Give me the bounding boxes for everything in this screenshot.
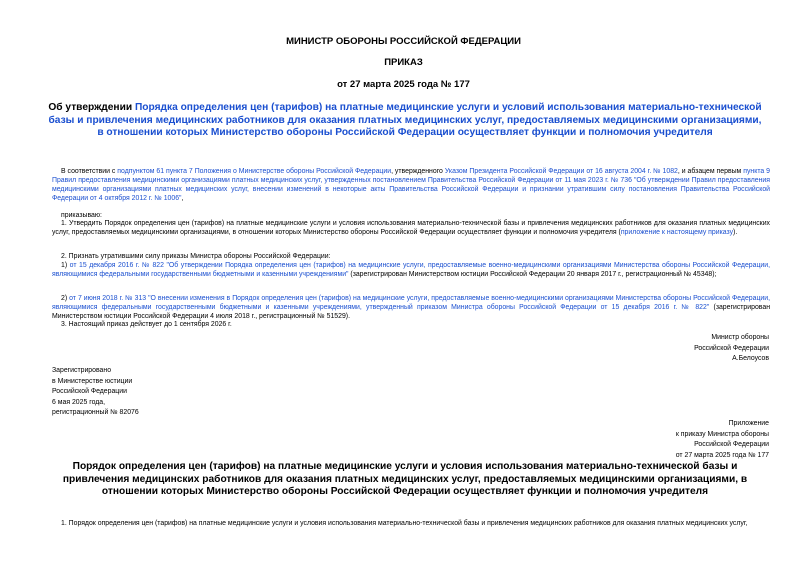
item-2-2-registration: (зарегистрирован Министерством юстиции Российской Федерации 4 июля 2018 г., регистрационный № 51529).: [52, 304, 770, 321]
appendix-title: Порядок определения цен (тарифов) на платные медицинские услуги и условия использования материально-технической базы и привлечения медицинских работников для оказания платных медицинских услуг, предоставляемых медицинскими организациями, в отношении которых Министерство обороны Российской Федерации осуществляет функции и полномочия учредителя: [62, 461, 748, 498]
appendix-header: [676, 419, 769, 461]
appendix-label: Приложение: [728, 420, 769, 427]
preamble-paragraph: [52, 167, 770, 203]
item-2-1-number: 1): [61, 262, 70, 269]
preamble-text-1: В соответствии с: [61, 168, 118, 175]
ministry-heading: МИНИСТР ОБОРОНЫ РОССИЙСКОЙ ФЕДЕРАЦИИ: [286, 36, 521, 47]
subject-link[interactable]: Порядка определения цен (тарифов) на платные медицинские услуги и условий использования материально-технической базы и привлечения медицинских работников для оказания платных медицинских услуг, предоставляемых медицинскими организациями, в отношении которых Министерство обороны Российской Федерации осуществляет функции и полномочия учредителя: [48, 102, 762, 139]
registration-line: Российской Федерации: [52, 388, 127, 395]
registration-line: в Министерстве юстиции: [52, 377, 133, 385]
preamble-link-rules[interactable]: пункта 9 Правил предоставления медицинскими организациями платных медицинских услуг, утвержденных постановлением Правительства Российской Федерации от 11 мая 2023 г. № 736 "Об утверждении Правил предоставления медицинскими организациями платных медицинских услуг, внесении изменений в некоторые акты Правительства Российской Федерации и признании утратившим силу постановления Правительства Российской Федерации от 4 октября 2012 г. № 1006": [52, 168, 771, 203]
item-2-paragraph: 2. Признать утратившими силу приказы Министра обороны Российской Федерации:: [61, 253, 331, 260]
registration-line: Зарегистрировано: [52, 367, 112, 374]
registration-date: 6 мая 2025 года,: [52, 398, 106, 406]
item-2-2-number: 2): [61, 295, 70, 302]
registration-number: регистрационный № 82076: [52, 409, 139, 416]
item-2-2-paragraph: [52, 294, 770, 321]
item-2-1-registration: (зарегистрирован Министерством юстиции Российской Федерации 20 января 2017 г., регистрационный № 45348);: [348, 271, 717, 279]
signature-name: А.Белоусов: [732, 355, 769, 362]
ordering-word: приказываю:: [61, 212, 102, 219]
order-822-link[interactable]: от 15 декабря 2016 г. № 822 "Об утверждении Порядка определения цен (тарифов) на медицинские услуги, предоставляемые военно-медицинскими организациями Министерства обороны Российской Федерации, являющимися федеральными государственными бюджетными и казенными учреждениями": [52, 262, 771, 279]
signature-title: Министр обороны: [711, 334, 769, 341]
appendix-date: от 27 марта 2025 года № 177: [675, 451, 769, 459]
subject-prefix: Об утверждении: [48, 102, 135, 113]
signature-country: Российской Федерации: [694, 344, 769, 352]
preamble-text-3: , и абзацем первым: [677, 168, 744, 175]
signature-block: [694, 333, 769, 365]
doc-type-heading: ПРИКАЗ: [384, 57, 423, 68]
preamble-text-2: , утвержденного: [391, 168, 445, 175]
item-1-text-end: ).: [733, 229, 738, 237]
appendix-ref: к приказу Министра обороны: [675, 430, 769, 438]
item-1-paragraph: [52, 219, 770, 237]
date-number-heading: от 27 марта 2025 года № 177: [337, 79, 470, 90]
preamble-link-decree[interactable]: Указом Президента Российской Федерации от 16 августа 2004 г. № 1082: [444, 168, 678, 175]
preamble-link-regulation[interactable]: подпунктом 61 пункта 7 Положения о Министерстве обороны Российской Федерации: [117, 168, 392, 175]
appendix-item-1: 1. Порядок определения цен (тарифов) на платные медицинские услуги и условия использования материально-технической базы и привлечения медицинских работников для оказания платных медицинских услуг,: [61, 520, 748, 527]
appendix-link[interactable]: приложение к настоящему приказу: [620, 229, 734, 237]
preamble-text-4: ,: [181, 195, 184, 203]
item-2-1-paragraph: [52, 261, 770, 279]
appendix-ref: Российской Федерации: [694, 441, 769, 448]
item-1-text: 1. Утвердить Порядок определения цен (тарифов) на платные медицинские услуги и условия использования материально-технической базы и привлечения медицинских работников для оказания платных медицинских услуг, предоставляемых медицинскими организациями, в отношении которых Министерство обороны Российской Федерации осуществляет функции и полномочия учредителя (: [52, 220, 770, 237]
order-subject: [45, 102, 765, 140]
registration-block: [52, 366, 139, 419]
order-313-link[interactable]: от 7 июня 2018 г. № 313 "О внесении изменения в Порядок определения цен (тарифов) на медицинские услуги, предоставляемые военно-медицинскими организациями Министерства обороны Российской Федерации, являющимися федеральными государственными бюджетными и казенными учреждениями, утвержденный приказом Министра обороны Российской Федерации от 15 декабря 2016 г. № 822": [52, 295, 770, 312]
item-3-paragraph: 3. Настоящий приказ действует до 1 сентября 2026 г.: [61, 321, 232, 328]
